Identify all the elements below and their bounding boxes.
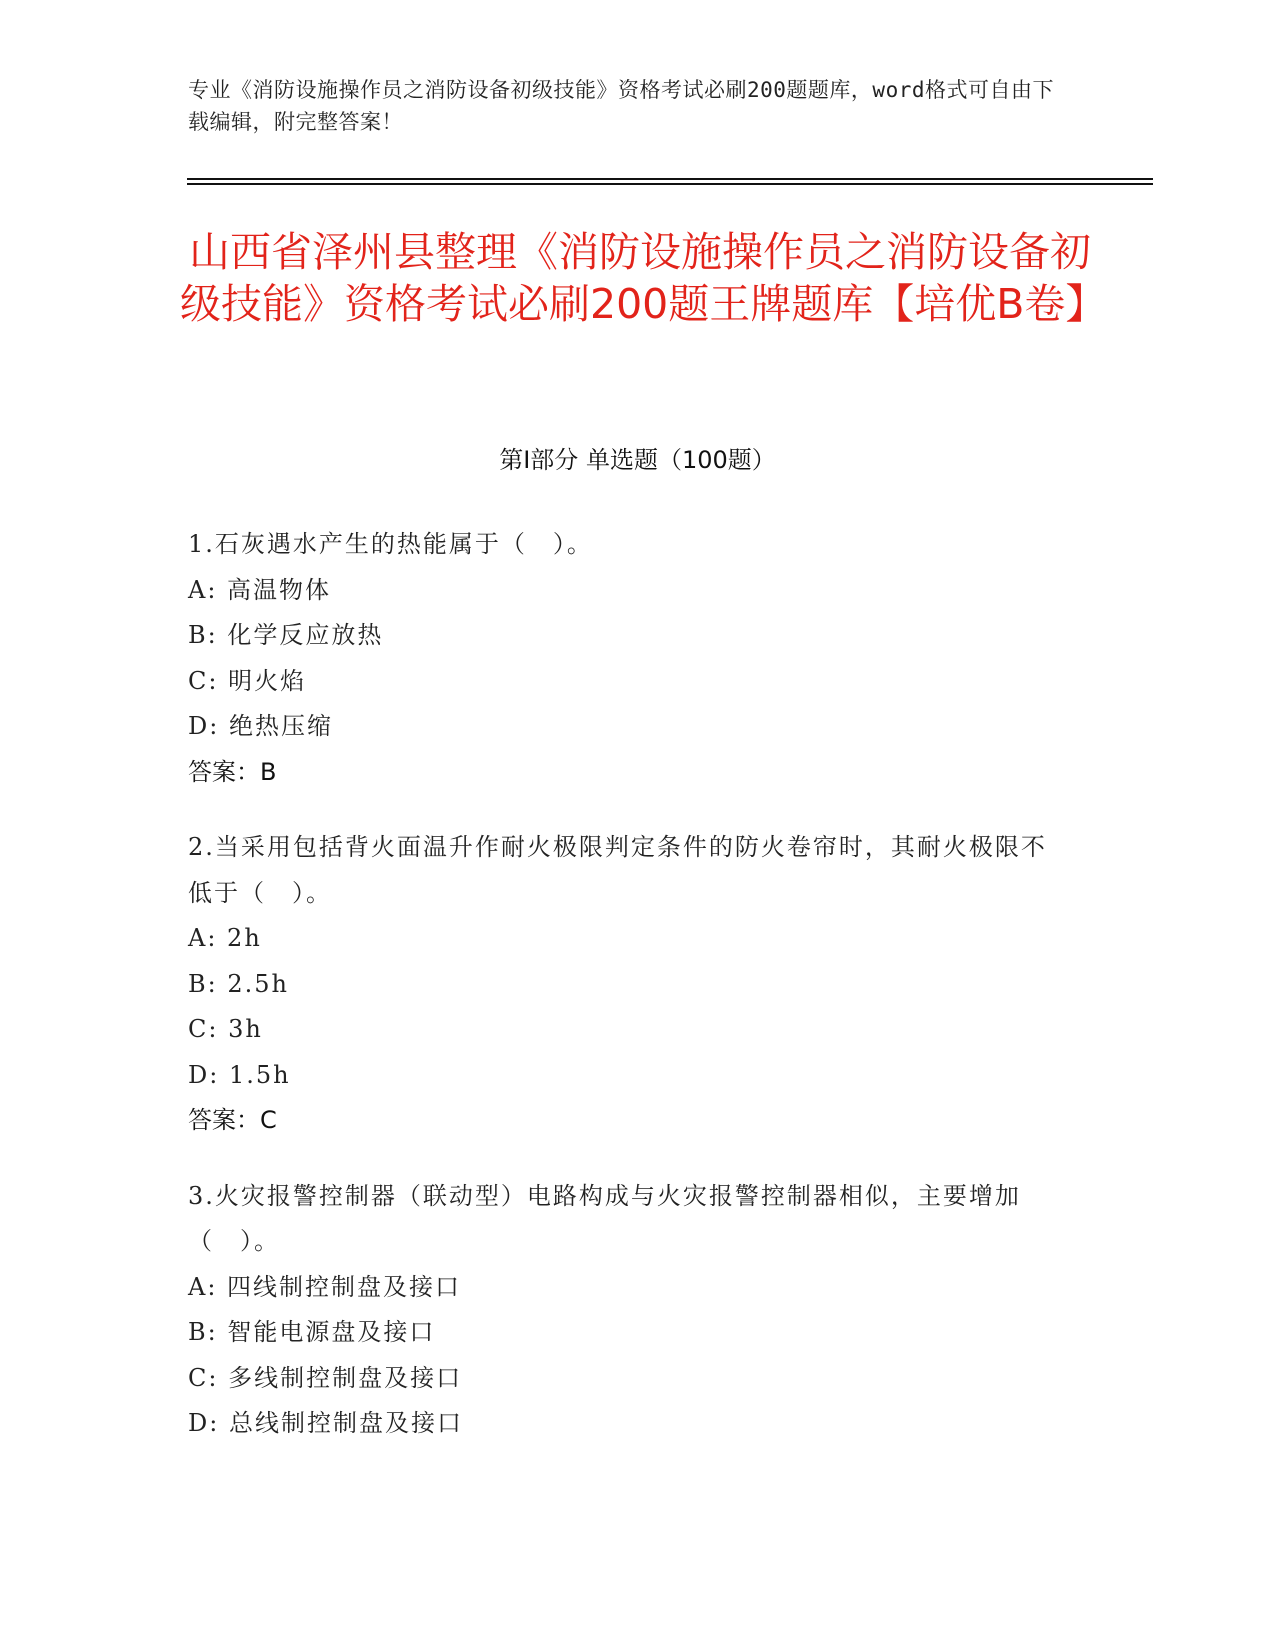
question-1 bbox=[188, 522, 1068, 795]
option-a: A: 高温物体 bbox=[188, 575, 332, 604]
section-heading: 第I部分 单选题（100题） bbox=[499, 446, 776, 474]
answer: 答案：B bbox=[188, 757, 277, 786]
option-b: B: 2.5h bbox=[188, 969, 289, 998]
option-d: D: 总线制控制盘及接口 bbox=[188, 1409, 463, 1437]
option-d: D: 绝热压缩 bbox=[188, 712, 333, 740]
option-c: C: 明火焰 bbox=[188, 666, 307, 695]
question-stem: 2.当采用包括背火面温升作耐火极限判定条件的防火卷帘时，其耐火极限不低于（ ）。 bbox=[188, 833, 1047, 907]
question-stem: 3.火灾报警控制器（联动型）电路构成与火灾报警控制器相似，主要增加（ ）。 bbox=[188, 1181, 1021, 1255]
header-note: 专业《消防设施操作员之消防设备初级技能》资格考试必刷200题题库，word格式可自由下载编辑，附完整答案！ bbox=[188, 78, 1054, 134]
option-a: A: 2h bbox=[188, 924, 262, 952]
question-list bbox=[188, 522, 1068, 1477]
option-d: D: 1.5h bbox=[188, 1060, 291, 1089]
option-b: B: 化学反应放热 bbox=[188, 621, 384, 649]
answer: 答案：C bbox=[188, 1106, 277, 1134]
option-b: B: 智能电源盘及接口 bbox=[188, 1318, 436, 1346]
option-c: C: 3h bbox=[188, 1015, 263, 1043]
header-divider-top bbox=[187, 178, 1153, 180]
question-3 bbox=[188, 1174, 1068, 1447]
document-title: 山西省泽州县整理《消防设施操作员之消防设备初级技能》资格考试必刷200题王牌题库【培优B卷】 bbox=[180, 228, 1107, 328]
question-2 bbox=[188, 825, 1068, 1144]
option-c: C: 多线制控制盘及接口 bbox=[188, 1363, 463, 1392]
question-stem: 1.石灰遇水产生的热能属于（ ）。 bbox=[188, 530, 593, 558]
option-a: A: 四线制控制盘及接口 bbox=[188, 1272, 462, 1301]
header-divider-bottom bbox=[187, 183, 1153, 185]
